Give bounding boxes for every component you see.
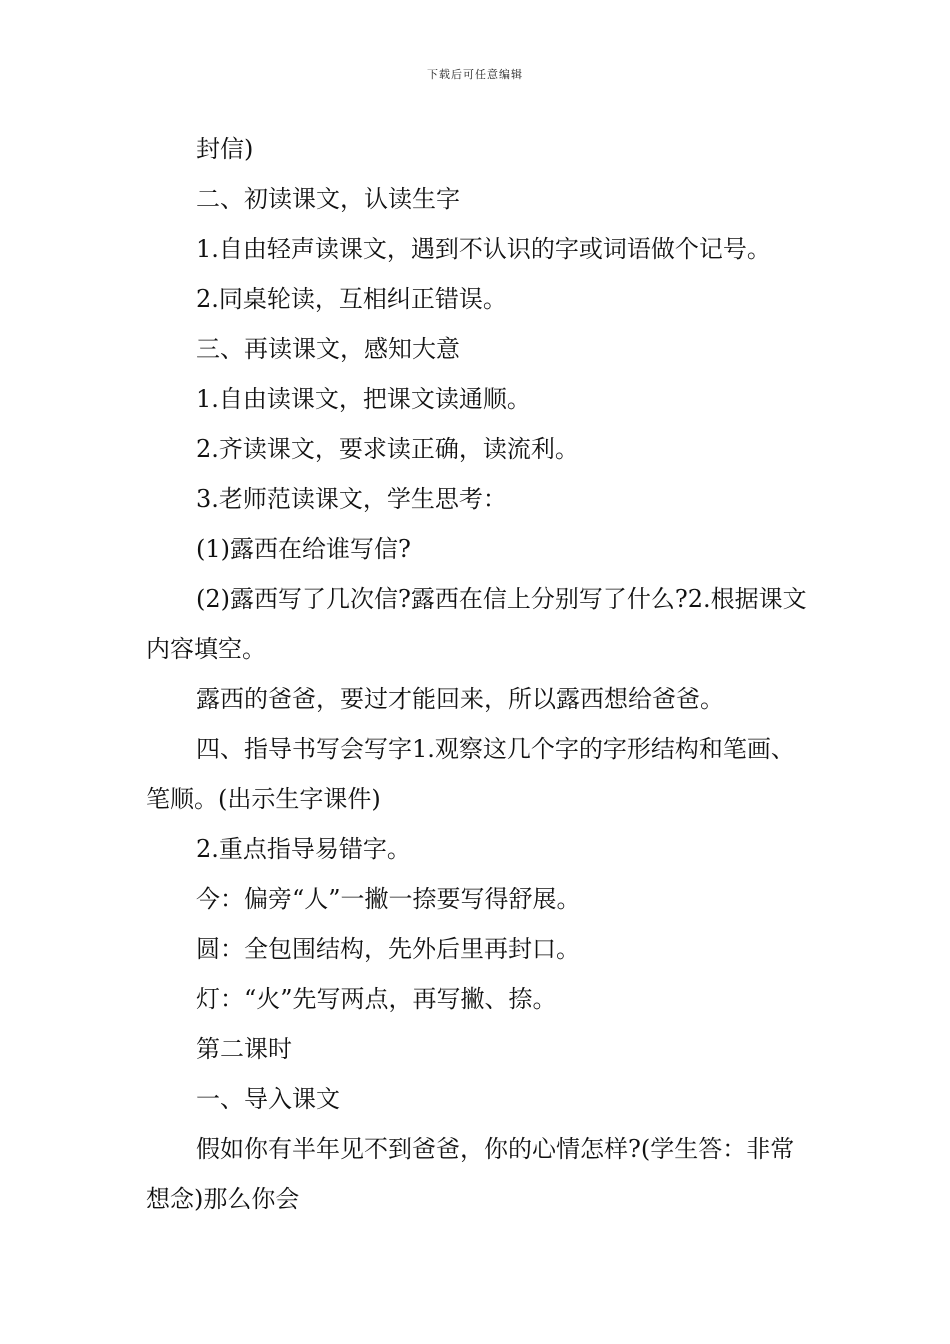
paragraph: (1)露西在给谁写信? <box>196 535 411 563</box>
section-heading: 四、指导书写会写字1.观察这几个字的字形结构和笔画、笔顺。(出示生字课件) <box>146 735 795 813</box>
paragraph: (2)露西写了几次信?露西在信上分别写了什么?2.根据课文内容填空。 <box>146 585 807 663</box>
paragraph: 灯：“火”先写两点，再写撇、捺。 <box>196 985 557 1013</box>
paragraph: 假如你有半年见不到爸爸，你的心情怎样?(学生答：非常想念)那么你会 <box>146 1135 795 1213</box>
paragraph: 1.自由轻声读课文，遇到不认识的字或词语做个记号。 <box>196 235 771 263</box>
paragraph: 2.重点指导易错字。 <box>196 835 411 863</box>
document-body <box>146 124 810 1224</box>
paragraph: 圆：全包围结构，先外后里再封口。 <box>196 935 580 963</box>
section-heading: 三、再读课文，感知大意 <box>196 335 460 363</box>
paragraph: 露西的爸爸，要过才能回来，所以露西想给爸爸。 <box>196 685 724 713</box>
section-heading: 二、初读课文，认读生字 <box>196 185 460 213</box>
section-heading: 一、导入课文 <box>196 1085 340 1113</box>
paragraph: 今：偏旁“人”一撇一捺要写得舒展。 <box>196 885 581 913</box>
paragraph: 3.老师范读课文，学生思考： <box>196 485 507 513</box>
paragraph: 封信) <box>196 135 254 163</box>
paragraph: 2.齐读课文，要求读正确，读流利。 <box>196 435 579 463</box>
paragraph: 1.自由读课文，把课文读通顺。 <box>196 385 531 413</box>
lesson-heading: 第二课时 <box>196 1035 292 1063</box>
page-header: 下载后可任意编辑 <box>427 68 523 81</box>
paragraph: 2.同桌轮读，互相纠正错误。 <box>196 285 507 313</box>
